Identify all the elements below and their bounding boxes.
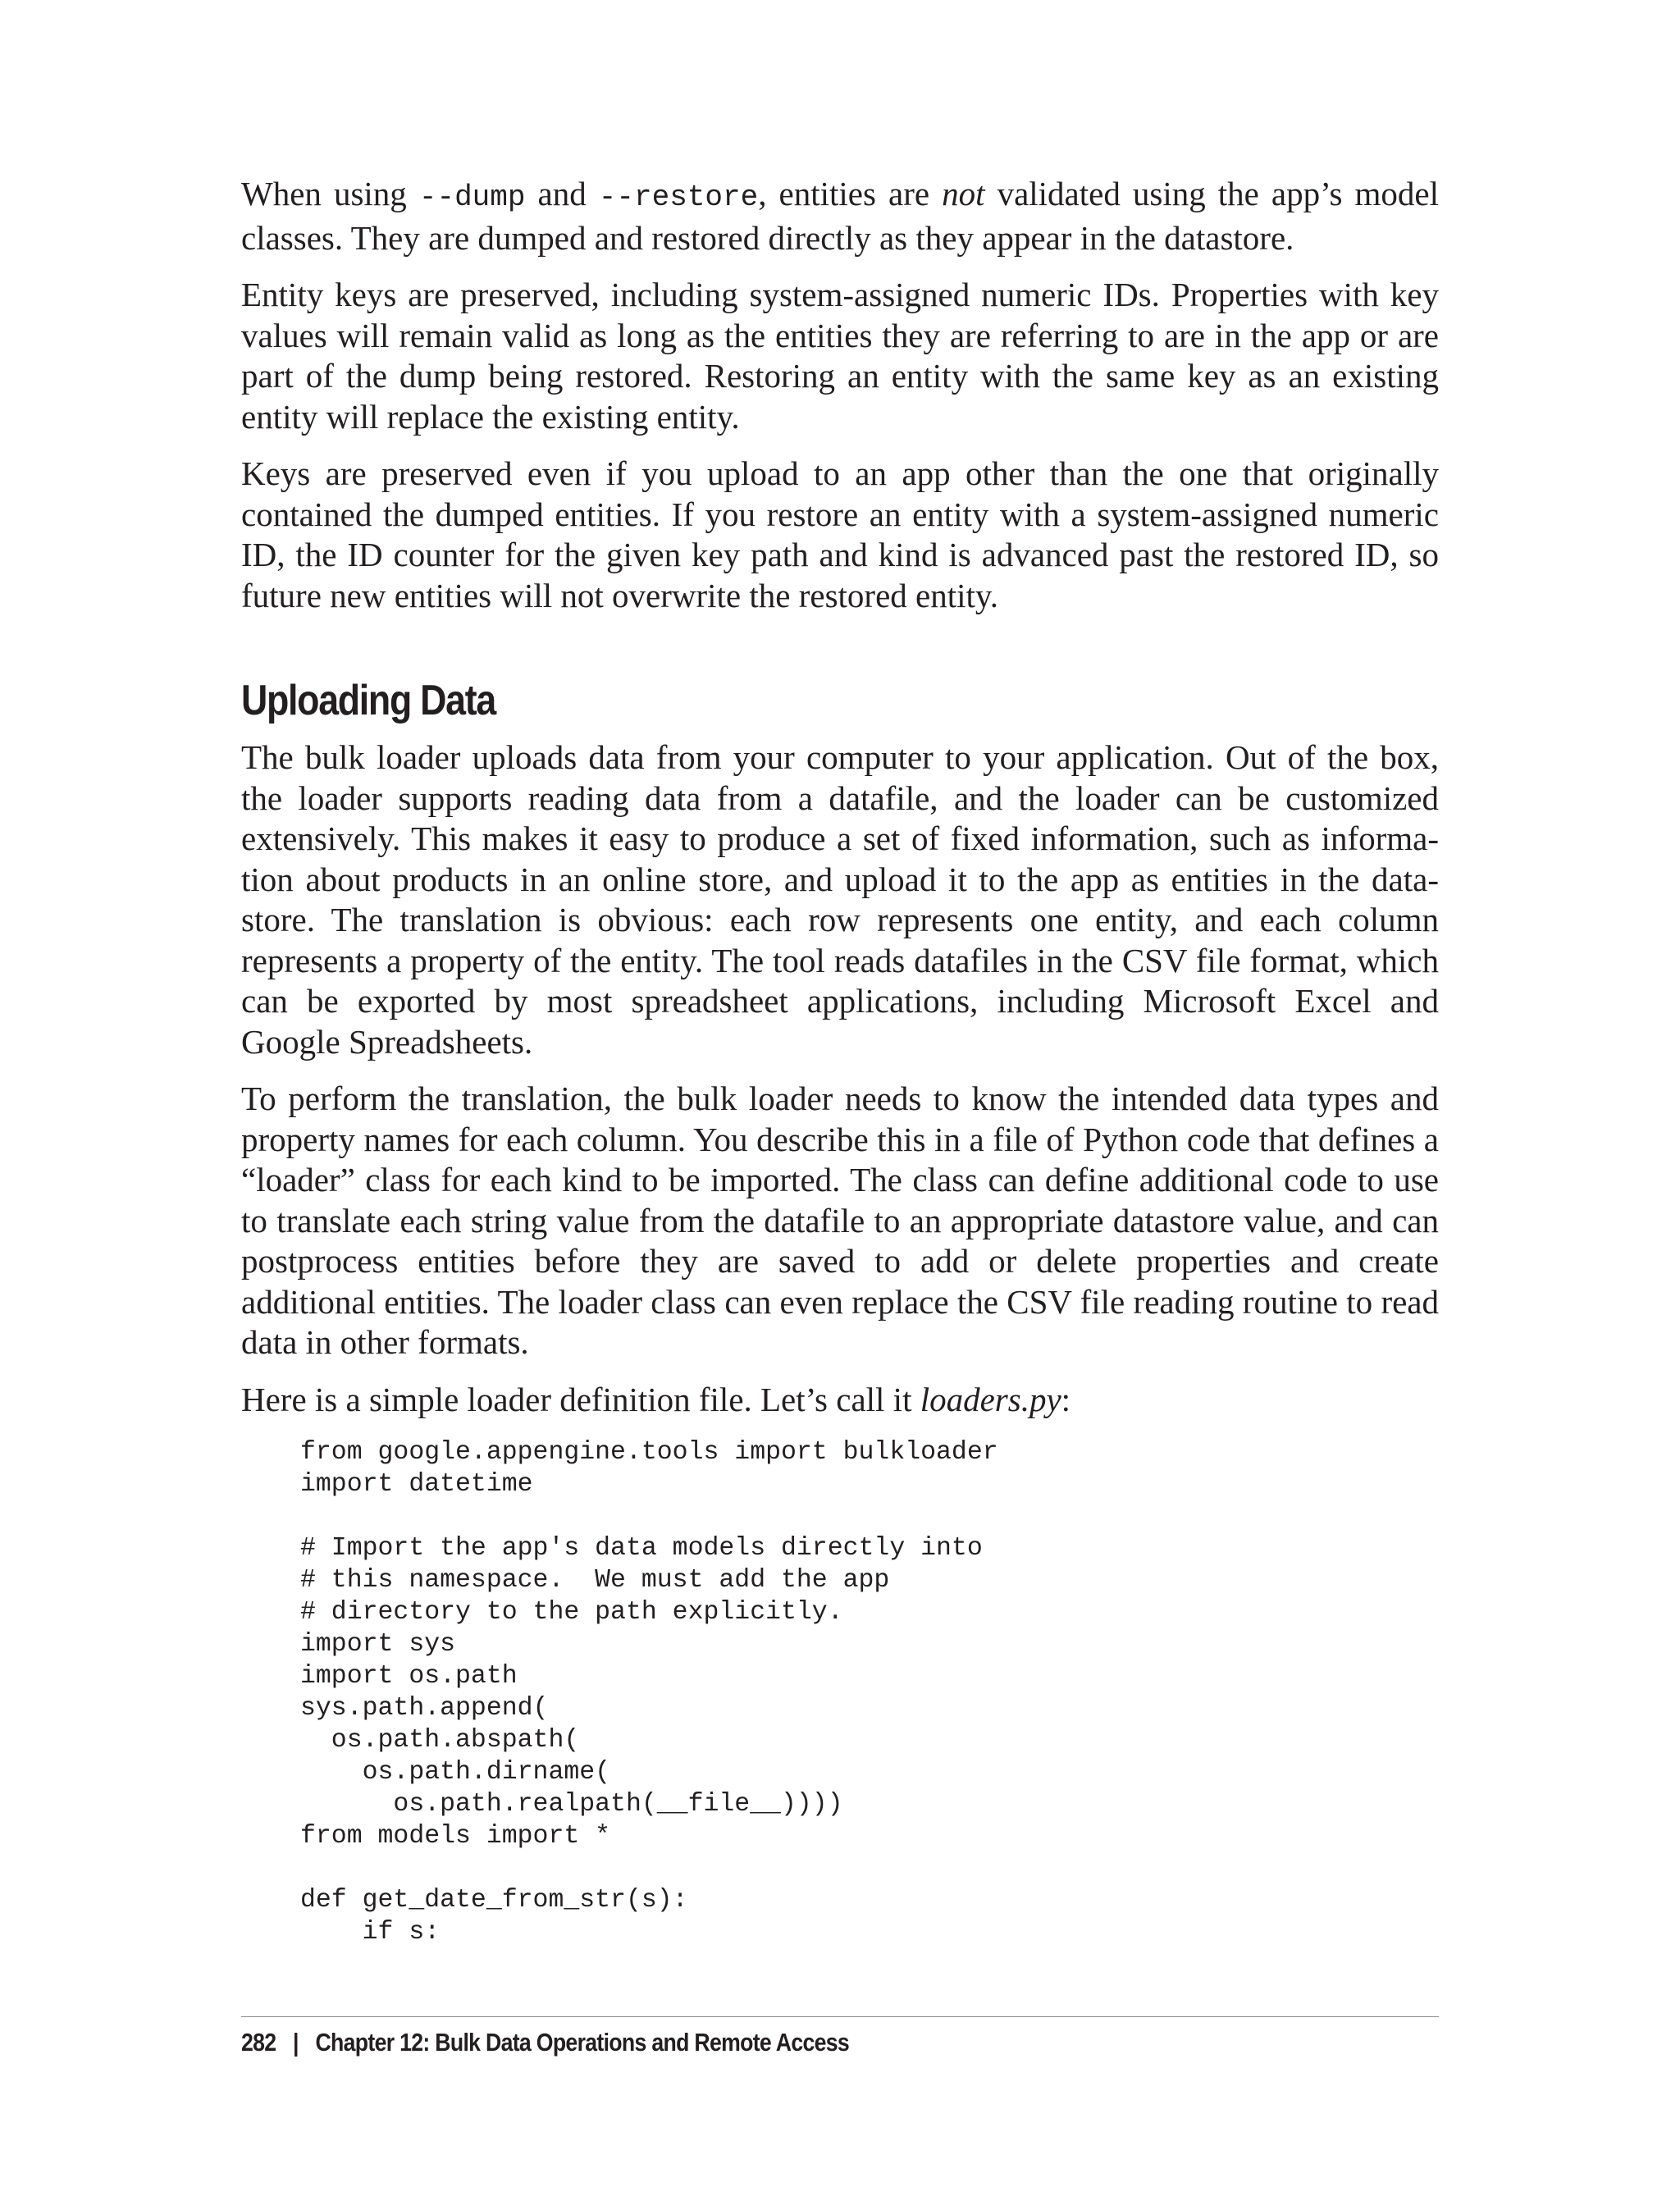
inline-code-dump: --dump: [418, 180, 526, 214]
paragraph-keys-preserved: Keys are preserved even if you upload to an app other than the one that originally contained the dumped entities. If you restore an entity with a system-assigned numeric ID, the ID counter for the given key path and kind is advanced past the restored ID, so future new entities will not overwrite the restored entity.: [241, 454, 1439, 614]
emphasis-not: not: [942, 175, 985, 212]
paragraph-dump-restore: [241, 174, 1439, 258]
code-listing-loaders: from google.appengine.tools import bulkloader import datetime # Import the app's data models directly into # this namespace. We must add the app # directory to the path explicitly. import sys import os.path sys.path.append( os.path.abspath( os.path.dirname( os.path.realpath(__file__)))) from models import * def get_date_from_str(s): if s:: [300, 1438, 998, 1947]
paragraph-loader-file-intro: [241, 1380, 1439, 1421]
page-number: 282: [241, 2028, 276, 2057]
text-run: and: [525, 175, 599, 212]
paragraph-bulk-loader-intro: The bulk loader uploads data from your computer to your application. Out of the box, the loader supports reading data from a datafile, and the loader can be customized extensively. This makes it easy to produce a set of fixed information, such as information about products in an online store, and upload it to the app as entities in the datastore. The translation is obvious: each row represents one entity, and each column represents a property of the entity. The tool reads datafiles in the CSV file format, which can be exported by most spreadsheet applications, including Microsoft Excel and Google Spreadsheets.: [241, 738, 1439, 1061]
inline-code-restore: --restore: [598, 180, 759, 214]
footer-separator: |: [293, 2028, 299, 2057]
filename-loaders-py: loaders.py: [920, 1380, 1061, 1418]
page-body: [241, 174, 1439, 1948]
paragraph-translation: To perform the translation, the bulk loader needs to know the intended data types and property names for each column. You describe this in a file of Python code that defines a “loader” class for each kind to be imported. The class can define additional code to use to translate each string value from the datafile to an appropriate datastore value, and can postprocess entities before they are saved to add or delete properties and create additional entities. The loader class can even replace the CSV file reading routine to read data in other formats.: [241, 1080, 1439, 1361]
text-run: :: [1061, 1380, 1071, 1418]
section-heading: Uploading Data: [241, 677, 495, 724]
text-run: Here is a simple loader definition file. Let’s call it: [241, 1380, 920, 1418]
paragraph-entity-keys: Entity keys are preserved, including system-assigned numeric IDs. Properties with key values will remain valid as long as the entities they are referring to are in the app or are part of the dump being restored. Restoring an entity with the same key as an existing entity will replace the existing entity.: [241, 276, 1439, 436]
footer-divider: [241, 2016, 1439, 2017]
text-run: When using: [241, 175, 419, 212]
text-run: validated using the app’s model classes. They are dumped and restored directly as they appear in the datastore.: [241, 175, 1440, 257]
page-footer: [241, 2026, 849, 2059]
chapter-title: Chapter 12: Bulk Data Operations and Remote Access: [315, 2028, 850, 2057]
text-run: , entities are: [758, 175, 943, 212]
